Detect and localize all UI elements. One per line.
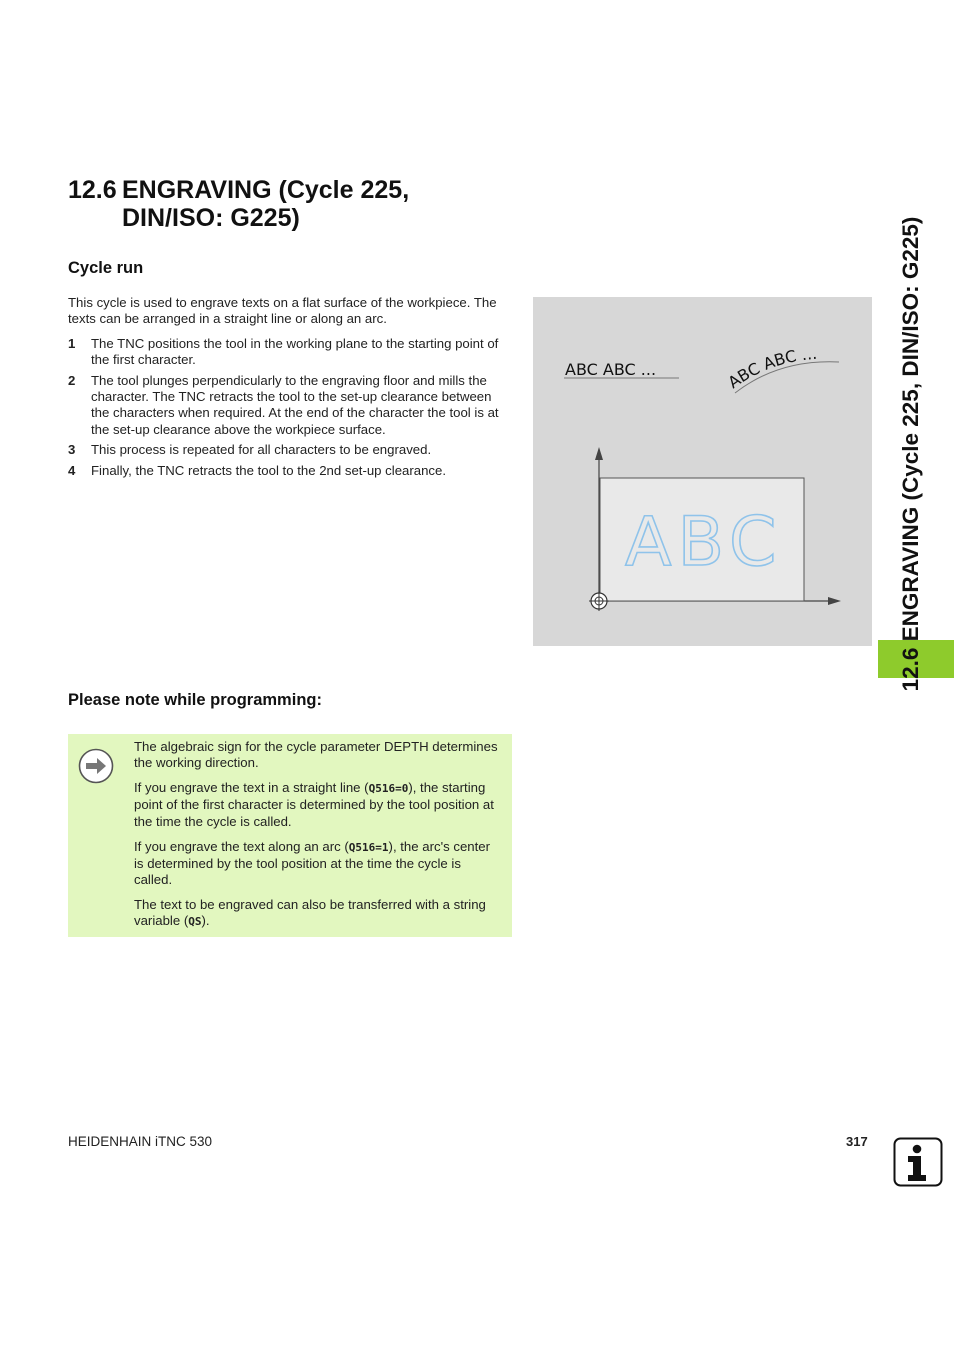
notes-heading: Please note while programming:: [68, 691, 322, 709]
engraving-diagram: [533, 297, 872, 646]
note-paragraph-2: [134, 780, 499, 830]
y-axis-arrow: [595, 447, 603, 460]
title-line-2: DIN/ISO: G225): [122, 204, 300, 232]
list-item: [68, 336, 513, 368]
list-item: [68, 373, 513, 438]
step-text: The tool plunges perpendicularly to the engraving floor and mills the character. The TNC retracts the tool to the set-up clearance between the characters when required. At the end of the character the tool is at the set-up clearance above the workpiece surface.: [91, 373, 499, 437]
x-axis-arrow: [828, 597, 841, 605]
side-chapter-title: 12.6 ENGRAVING (Cycle 225, DIN/ISO: G225): [898, 216, 923, 692]
cycle-run-intro: This cycle is used to engrave texts on a flat surface of the workpiece. The texts can be arranged in a straight line or along an arc.: [68, 295, 497, 327]
note-text: ).: [201, 913, 210, 929]
note-text: The text to be engraved can also be transferred with a string variable (: [134, 897, 486, 929]
cycle-steps-list: [68, 336, 513, 484]
note-paragraph-1: The algebraic sign for the cycle parameter DEPTH determines the working direction.: [134, 739, 498, 771]
page-number: 317: [846, 1134, 868, 1149]
note-text: If you engrave the text along an arc (: [134, 838, 349, 854]
arc-text-path: ABC ABC ...: [724, 343, 818, 393]
engraving-figure: [533, 297, 872, 646]
footer-manual-name: HEIDENHAIN iTNC 530: [68, 1134, 213, 1149]
note-text: ), the arc's center is determined by the tool position at the time the cycle is called.: [134, 838, 491, 888]
straight-line-text: ABC ABC ...: [565, 360, 657, 379]
list-item: [68, 442, 513, 458]
arrow-right-icon: [78, 748, 114, 784]
page-title: [68, 176, 409, 232]
step-text: This process is repeated for all characters to be engraved.: [91, 442, 432, 458]
step-text: The TNC positions the tool in the working plane to the starting point of the first character.: [91, 336, 499, 368]
step-number: 4: [68, 463, 76, 479]
step-text: Finally, the TNC retracts the tool to the 2nd set-up clearance.: [91, 463, 447, 479]
list-item: [68, 463, 513, 479]
note-body: [134, 739, 499, 939]
step-number: 1: [68, 336, 76, 351]
arc-text: [724, 344, 817, 392]
step-number: 2: [68, 373, 76, 388]
title-line-1: ENGRAVING (Cycle 225,: [122, 176, 410, 204]
step-number: 3: [68, 442, 76, 458]
parameter-code: Q516=0: [368, 782, 409, 796]
note-text: ), the starting point of the first character is determined by the tool position at the time the cycle is called.: [134, 780, 494, 829]
parameter-code: QS: [188, 915, 202, 929]
cycle-run-heading: Cycle run: [68, 259, 144, 277]
note-text: If you engrave the text in a straight line (: [134, 780, 369, 796]
section-number: 12.6: [68, 176, 117, 204]
note-paragraph-4: [134, 897, 499, 931]
info-icon: [893, 1137, 943, 1187]
note-paragraph-3: [134, 839, 499, 889]
note-box: [68, 734, 512, 937]
parameter-code: Q516=1: [348, 840, 389, 854]
engraved-text: ABC: [625, 503, 783, 582]
